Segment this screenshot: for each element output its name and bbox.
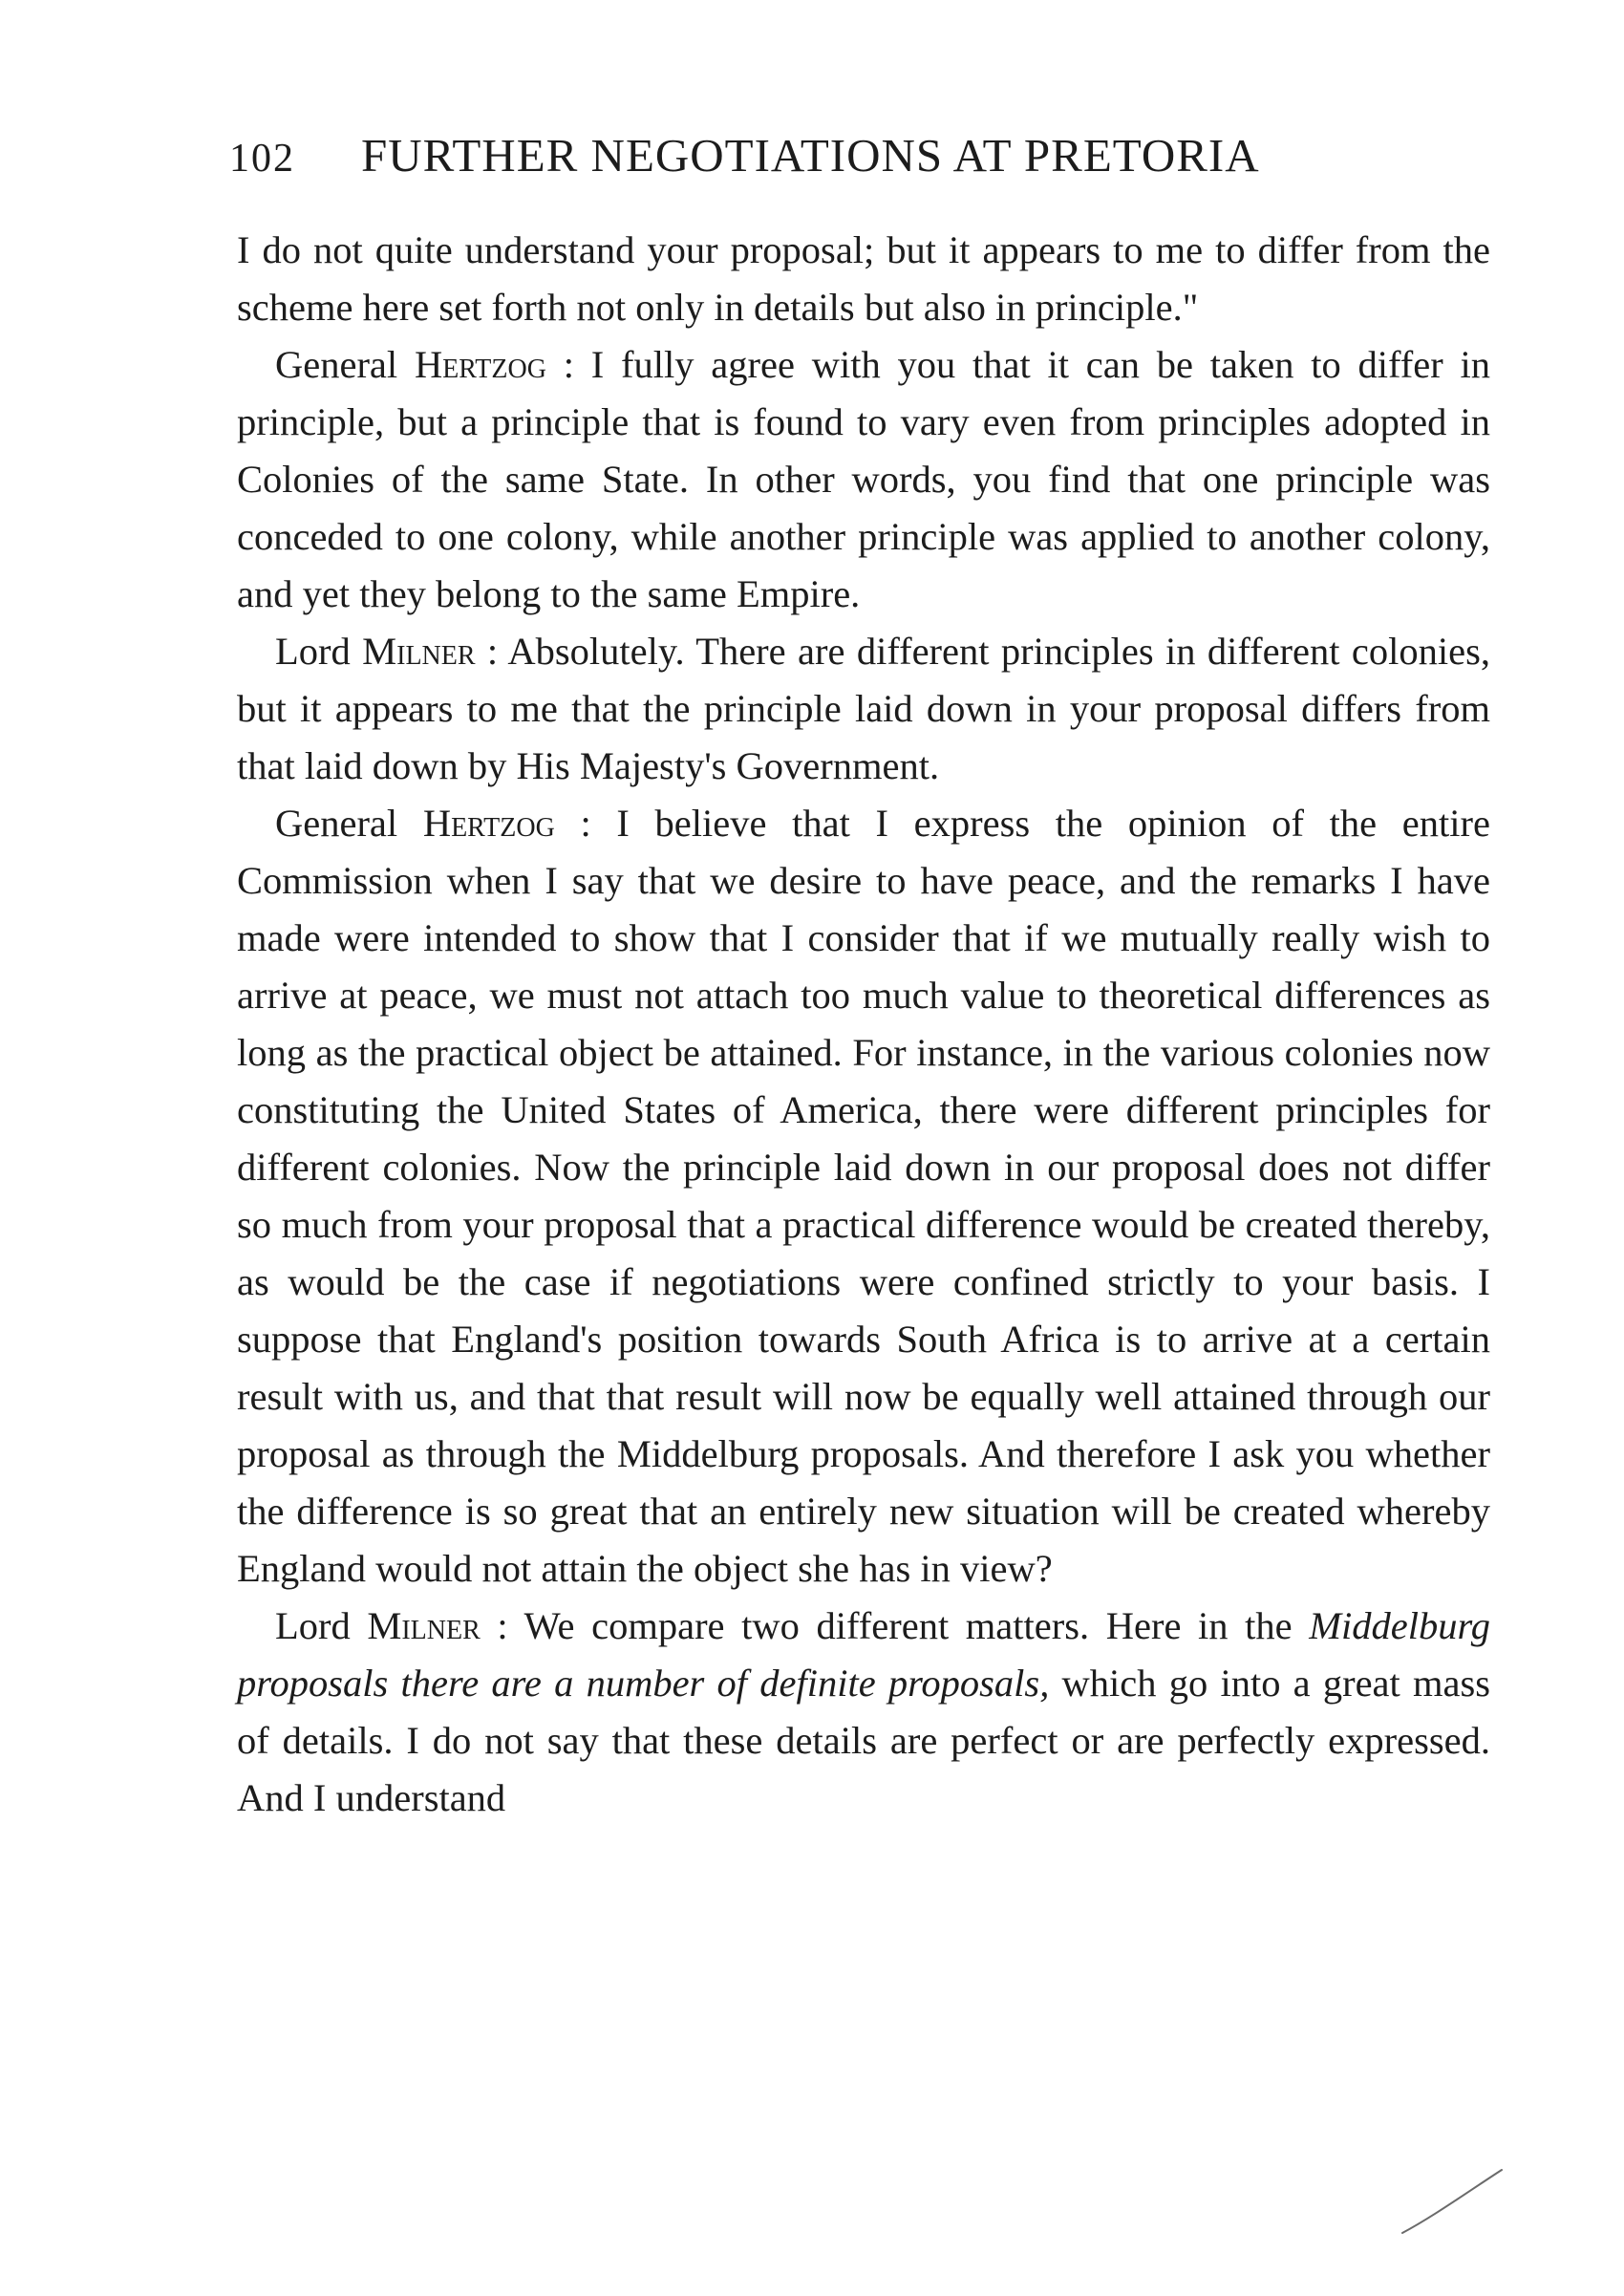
paragraph-text: I believe that I express the opinion of the entire Commission when I say that we desire to have peace, and the remarks I have made were intended to show that I consider that if we mutually really wish to arrive at peace, we must not attach too much value to theoretical differences as long as the practical object be attained. For instance, in the various colonies now constituting the United States of America, there were different principles for different colonies. Now the principle laid down in our proposal does not differ so much from your proposal that a practical difference would be created thereby, as would be the case if negotiations were confined strictly to your basis. I suppose that England's position towards South Africa is to arrive at a certain result with us, and that that result will now be equally well attained through our proposal as through the Middelburg proposals. And therefore I ask you whether the difference is so great that an entirely new situation will be created whereby England would not attain the object she has in view? bbox=[237, 802, 1490, 1590]
speaker-name: Hertzog bbox=[422, 802, 555, 845]
paragraph-continuation bbox=[237, 222, 1490, 336]
page-number: 102 bbox=[229, 137, 295, 181]
speaker-separator: : bbox=[475, 630, 508, 673]
paragraph-hertzog-1 bbox=[237, 336, 1490, 623]
speaker-separator: : bbox=[554, 802, 617, 845]
speaker-name: Milner bbox=[362, 630, 476, 673]
paragraph-text-end: which go into a great mass of details. I do not say that these details are perfect or are perfectly expressed. And I understand bbox=[237, 1662, 1490, 1819]
running-head bbox=[229, 122, 1404, 189]
speaker-title: Lord bbox=[275, 1604, 368, 1647]
paragraph-text: We compare two different matters. Here in the bbox=[524, 1604, 1310, 1647]
paragraph-text: I do not quite understand your proposal; but it appears to me to differ from the scheme here set forth not only in details but also in principle." bbox=[237, 228, 1490, 329]
paragraph-hertzog-2 bbox=[237, 795, 1490, 1598]
speaker-title: General bbox=[275, 802, 423, 845]
speaker-title: General bbox=[275, 343, 415, 386]
pencil-mark bbox=[1395, 2164, 1509, 2241]
speaker-separator: : bbox=[545, 343, 591, 386]
speaker-separator: : bbox=[480, 1604, 524, 1647]
body-text bbox=[237, 222, 1490, 1827]
speaker-name: Hertzog bbox=[414, 343, 546, 386]
paragraph-milner-1 bbox=[237, 623, 1490, 795]
paragraph-italic-text: Middelburg proposals there are a number of definite proposals, bbox=[237, 1604, 1490, 1705]
speaker-name: Milner bbox=[367, 1604, 481, 1647]
paragraph-text: I fully agree with you that it can be taken to differ in principle, but a principle that is found to vary even from principles adopted in Colonies of the same State. In other words, you find that one principle was conceded to one colony, while another principle was applied to another colony, and yet they belong to the same Empire. bbox=[237, 343, 1490, 615]
paragraph-milner-2 bbox=[237, 1598, 1490, 1827]
paragraph-text: Absolutely. There are different principles in different colonies, but it appears to me that the principle laid down in your proposal differs from that laid down by His Majesty's Government. bbox=[237, 630, 1490, 787]
speaker-title: Lord bbox=[275, 630, 363, 673]
chapter-title: FURTHER NEGOTIATIONS AT PRETORIA bbox=[361, 129, 1260, 182]
